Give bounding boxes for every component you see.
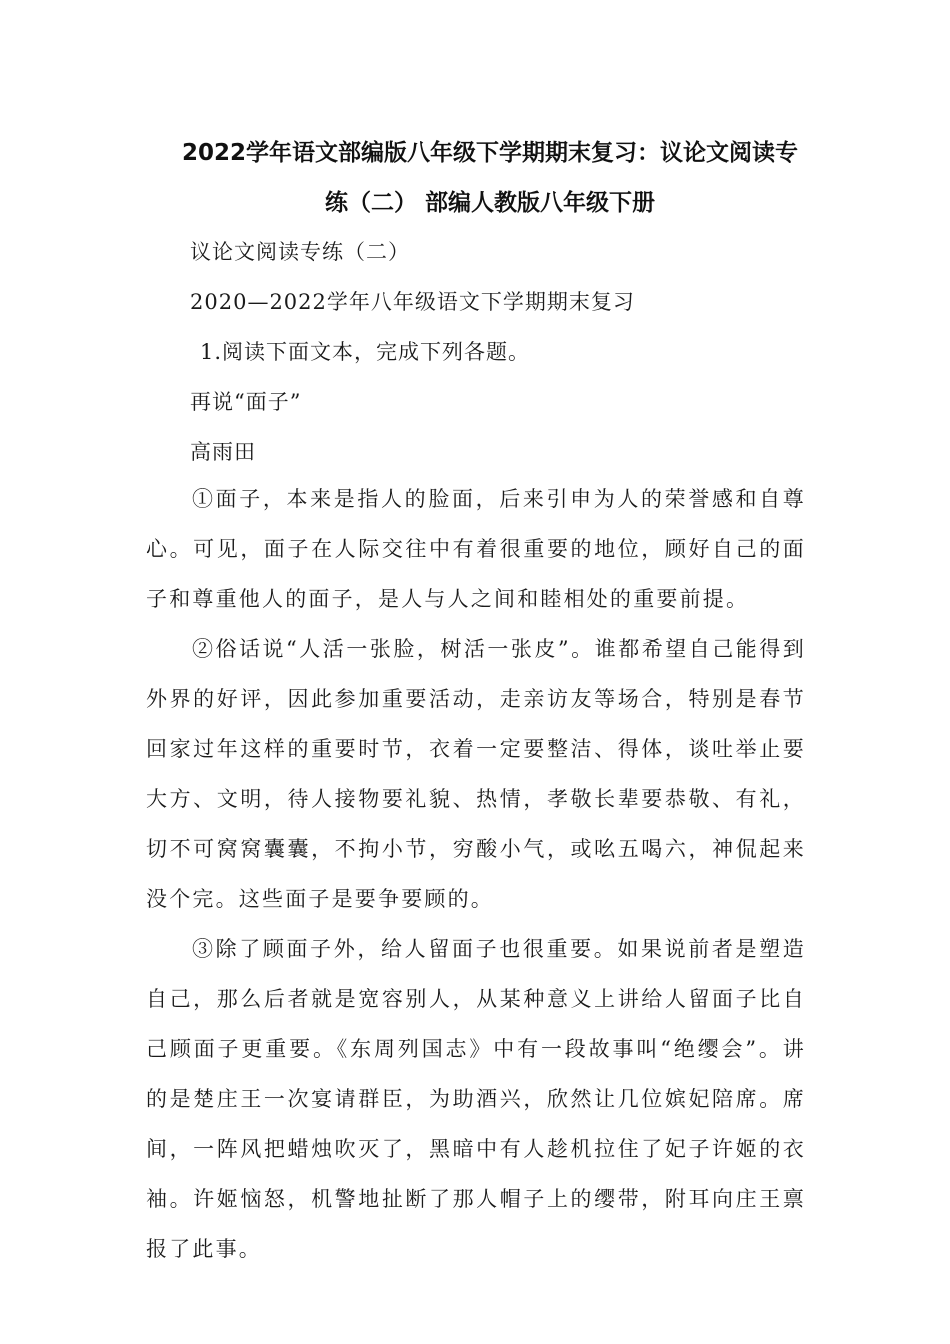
document-title-line-1: 2022学年语文部编版八年级下学期期末复习：议论文阅读专	[181, 140, 798, 166]
question-prompt: 1.阅读下面文本，完成下列各题。	[200, 340, 531, 364]
paragraph-2: ②俗话说“人活一张脸，树活一张皮”。谁都希望自己能得到外界的好评，因此参加重要活动，走亲访友等场合，特别是春节回家过年这样的重要时节，衣着一定要整洁、得体，谈吐举止要大方、文明，待人接物要礼貌、热情，孝敬长辈要恭敬、有礼，切不可窝窝囊囊，不拘小节，穷酸小气，或吆五喝六，神侃起来没个完。这些面子是要争要顾的。	[146, 637, 806, 911]
term-label: 2020—2022学年八年级语文下学期期末复习	[190, 290, 635, 314]
paragraph-3: ③除了顾面子外，给人留面子也很重要。如果说前者是塑造自己，那么后者就是宽容别人，从某种意义上讲给人留面子比自己顾面子更重要。《东周列国志》中有一段故事叫“绝缨会”。讲的是楚庄王一次宴请群臣，为助酒兴，欣然让几位嫔妃陪席。席间，一阵风把蜡烛吹灭了，黑暗中有人趁机拉住了妃子许姬的衣袖。许姬恼怒，机警地扯断了那人帽子上的缨带，附耳向庄王禀报了此事。	[146, 937, 806, 1261]
article-title: 再说“面子”	[190, 390, 302, 414]
paragraph-1: ①面子，本来是指人的脸面，后来引申为人的荣誉感和自尊心。可见，面子在人际交往中有着很重要的地位，顾好自己的面子和尊重他人的面子，是人与人之间和睦相处的重要前提。	[146, 487, 806, 611]
section-subtitle: 议论文阅读专练（二）	[190, 240, 410, 264]
document-title-line-2: 练（二） 部编人教版八年级下册	[324, 190, 655, 216]
article-author: 高雨田	[190, 440, 256, 464]
